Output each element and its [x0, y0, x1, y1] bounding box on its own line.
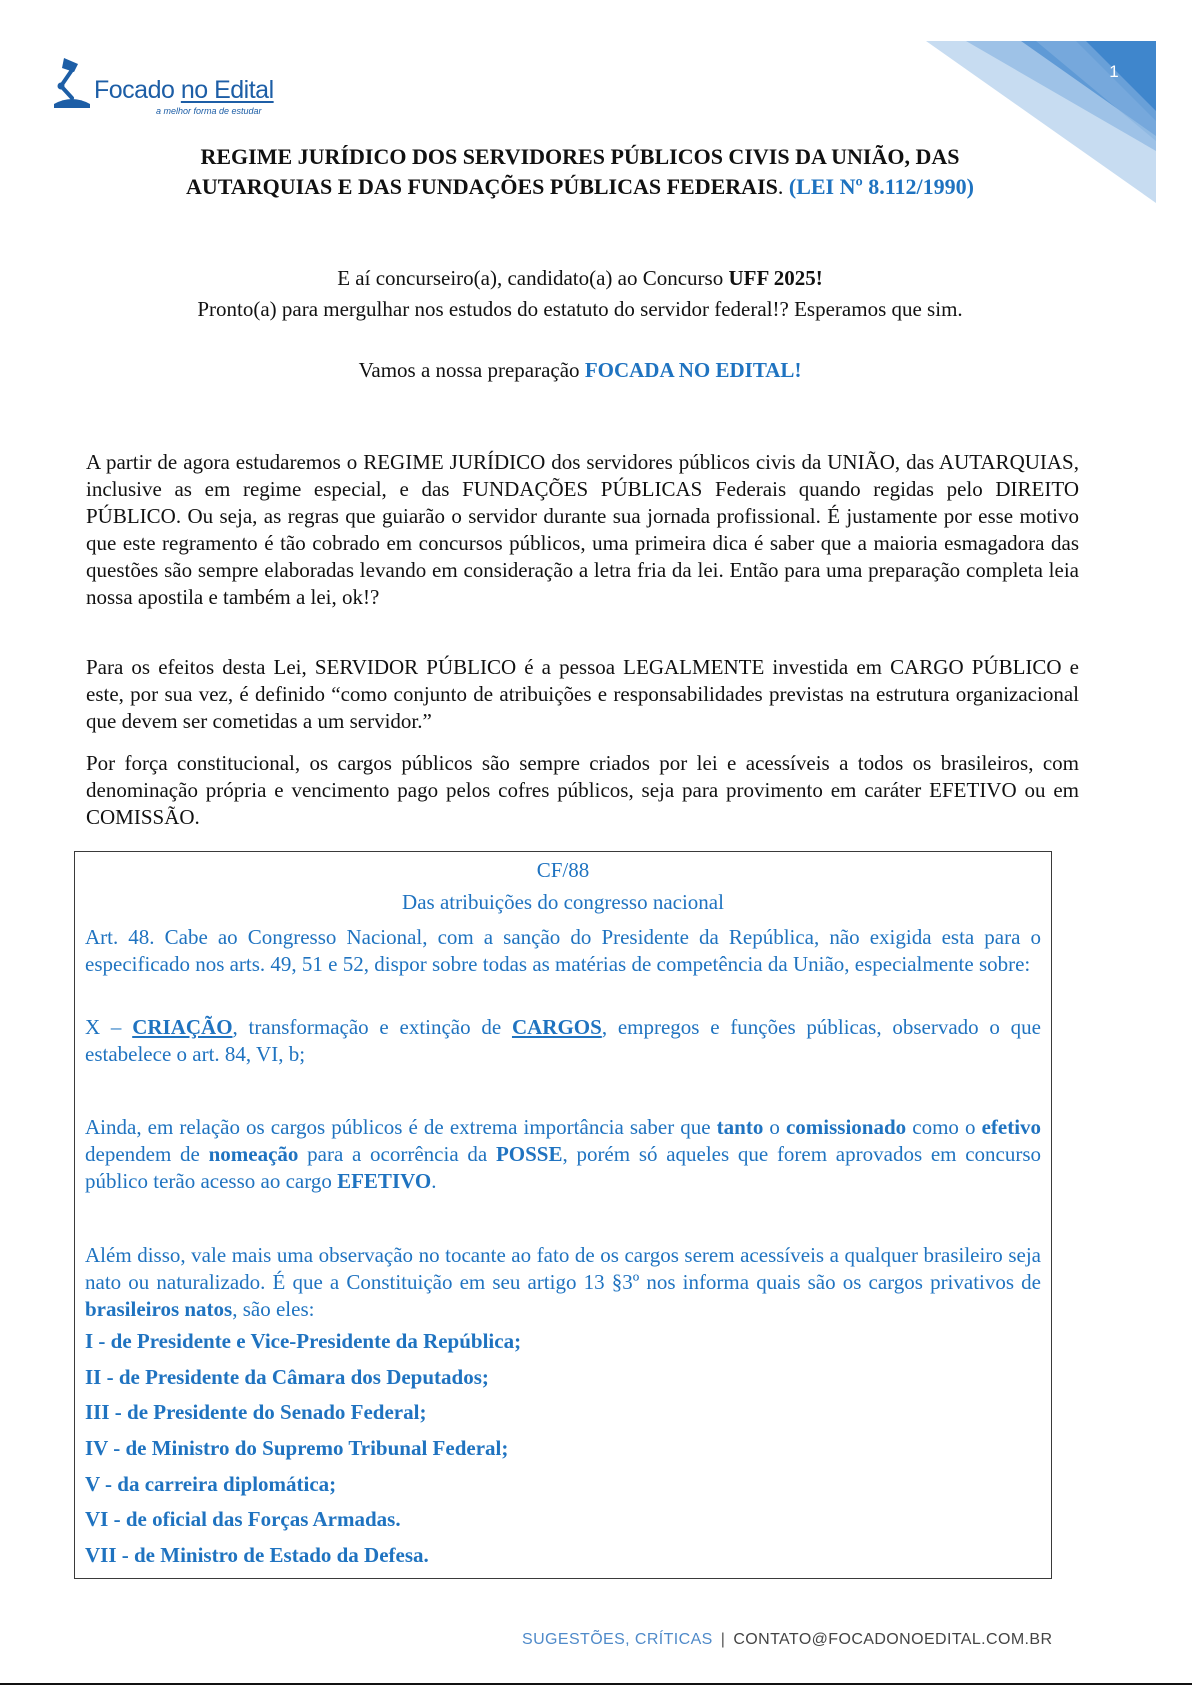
list-item: VI - de oficial das Forças Armadas. — [85, 1507, 401, 1531]
title-line-1: REGIME JURÍDICO DOS SERVIDORES PÚBLICOS CIVIS DA UNIÃO, DAS — [200, 144, 960, 169]
brand-name-part2: no Edital — [180, 76, 274, 104]
footer-separator: | — [720, 1631, 726, 1648]
brand-name-part1: Focado — [94, 76, 175, 104]
list-item: V - da carreira diplomática; — [85, 1472, 337, 1496]
document-title — [80, 142, 1080, 202]
box-subheading: Das atribuições do congresso nacional — [402, 890, 724, 914]
cf88-box — [74, 851, 1052, 1579]
footer-label: SUGESTÕES, CRÍTICAS — [522, 1631, 713, 1648]
law-reference: (LEI Nº 8.112/1990) — [788, 174, 974, 199]
note1-text-5: para a ocorrência da — [307, 1142, 488, 1166]
box-heading: CF/88 — [536, 858, 590, 882]
note2-bold-1: brasileiros natos — [85, 1297, 233, 1321]
contest-name: UFF 2025! — [728, 266, 823, 290]
greeting-line-1-text: E aí concurseiro(a), candidato(a) ao Concurso — [337, 266, 724, 290]
note1-text-2: o — [769, 1115, 780, 1139]
note1-bold-4: nomeação — [208, 1142, 299, 1166]
item-x-middle: , transformação e extinção de — [232, 1015, 502, 1039]
title-line-2-text: AUTARQUIAS E DAS FUNDAÇÕES PÚBLICAS FEDERAIS — [186, 174, 778, 199]
note1-text-4: dependem de — [85, 1142, 200, 1166]
item-x-suffix: , empregos e funções públicas, observado o que estabelece o art. 84, VI, b; — [85, 1015, 1042, 1066]
item-x-prefix: X – — [85, 1015, 122, 1039]
brand-logo — [52, 56, 282, 120]
item-x-word-criacao: CRIAÇÃO — [132, 1015, 233, 1039]
slogan: FOCADA NO EDITAL! — [584, 358, 802, 382]
note-appointment — [85, 1114, 1041, 1195]
title-line-2 — [80, 172, 1080, 202]
art-48-text: Art. 48. Cabe ao Congresso Nacional, com a sanção do Presidente da República, não exigida esta para o especificado nos arts. 49, 51 e 52, dispor sobre todas as matérias de competência da União, especialmente sobre: — [85, 925, 1041, 976]
footer-contact-email[interactable]: CONTATO@FOCADONOEDITAL.COM.BR — [733, 1631, 1053, 1648]
note-native-brazilians — [85, 1242, 1041, 1323]
note2-text-2: , são eles: — [232, 1297, 315, 1321]
note1-bold-2: comissionado — [785, 1115, 907, 1139]
list-item: IV - de Ministro do Supremo Tribunal Federal; — [85, 1436, 509, 1460]
list-item: I - de Presidente e Vice-Presidente da República; — [85, 1329, 522, 1353]
title-dot: . — [777, 174, 784, 199]
note1-text-6: , porém só aqueles que forem aprovados em concurso público terão acesso ao cargo — [85, 1142, 1042, 1193]
item-x-text — [85, 1014, 1041, 1068]
constitutional-paragraph: Por força constitucional, os cargos públicos são sempre criados por lei e acessíveis a todos os brasileiros, com denominação própria e vencimento pago pelos cofres públicos, seja para provimento em caráter EFETIVO ou em COMISSÃO. — [86, 751, 1079, 829]
brand-name — [94, 76, 274, 105]
page-number: 1 — [1109, 62, 1119, 81]
item-x-word-cargos: CARGOS — [511, 1015, 602, 1039]
note1-bold-3: efetivo — [981, 1115, 1042, 1139]
greeting-line-2: Pronto(a) para mergulhar nos estudos do estatuto do servidor federal!? Esperamos que sim. — [197, 297, 963, 321]
list-item: III - de Presidente do Senado Federal; — [85, 1400, 427, 1424]
note1-bold-6: EFETIVO — [337, 1169, 432, 1193]
note1-text-3: como o — [912, 1115, 976, 1139]
note1-bold-5: POSSE — [495, 1142, 563, 1166]
list-item: VII - de Ministro de Estado da Defesa. — [85, 1543, 429, 1567]
note1-bold-1: tanto — [716, 1115, 764, 1139]
footer — [522, 1631, 1052, 1649]
brand-tagline: a melhor forma de estudar — [156, 106, 262, 116]
greeting-line-3-text: Vamos a nossa preparação — [358, 358, 580, 382]
note1-text-1: Ainda, em relação os cargos públicos é de extrema importância saber que — [85, 1115, 711, 1139]
note2-text-1: Além disso, vale mais uma observação no tocante ao fato de os cargos serem acessíveis a qualquer brasileiro seja nato ou naturalizado. É que a Constituição em seu artigo 13 §3º nos informa quais são os cargos privativos de — [85, 1243, 1041, 1294]
greeting-line-3 — [80, 355, 1080, 386]
definition-paragraph: Para os efeitos desta Lei, SERVIDOR PÚBLICO é a pessoa LEGALMENTE investida em CARGO PÚBLICO e este, por sua vez, é definido “como conjunto de atribuições e responsabilidades previstas na estrutura organizacional que devem ser cometidas a um servidor.” — [86, 655, 1079, 733]
greeting-line-1 — [80, 263, 1080, 294]
desk-lamp-icon — [52, 56, 96, 112]
note1-text-7: . — [431, 1169, 437, 1193]
intro-paragraph: A partir de agora estudaremos o REGIME JURÍDICO dos servidores públicos civis da UNIÃO, das AUTARQUIAS, inclusive as em regime especial, e das FUNDAÇÕES PÚBLICAS Federais quando regidas pelo DIREITO PÚBLICO. Ou seja, as regras que guiarão o servidor durante sua jornada profissional. É justamente por esse motivo que este regramento é tão cobrado em concursos públicos, uma primeira dica é saber que a maioria esmagadora das questões são sempre elaboradas levando em consideração a letra fria da lei. Então para uma preparação completa leia nossa apostila e também a lei, ok!? — [86, 450, 1079, 609]
list-item: II - de Presidente da Câmara dos Deputados; — [85, 1365, 489, 1389]
